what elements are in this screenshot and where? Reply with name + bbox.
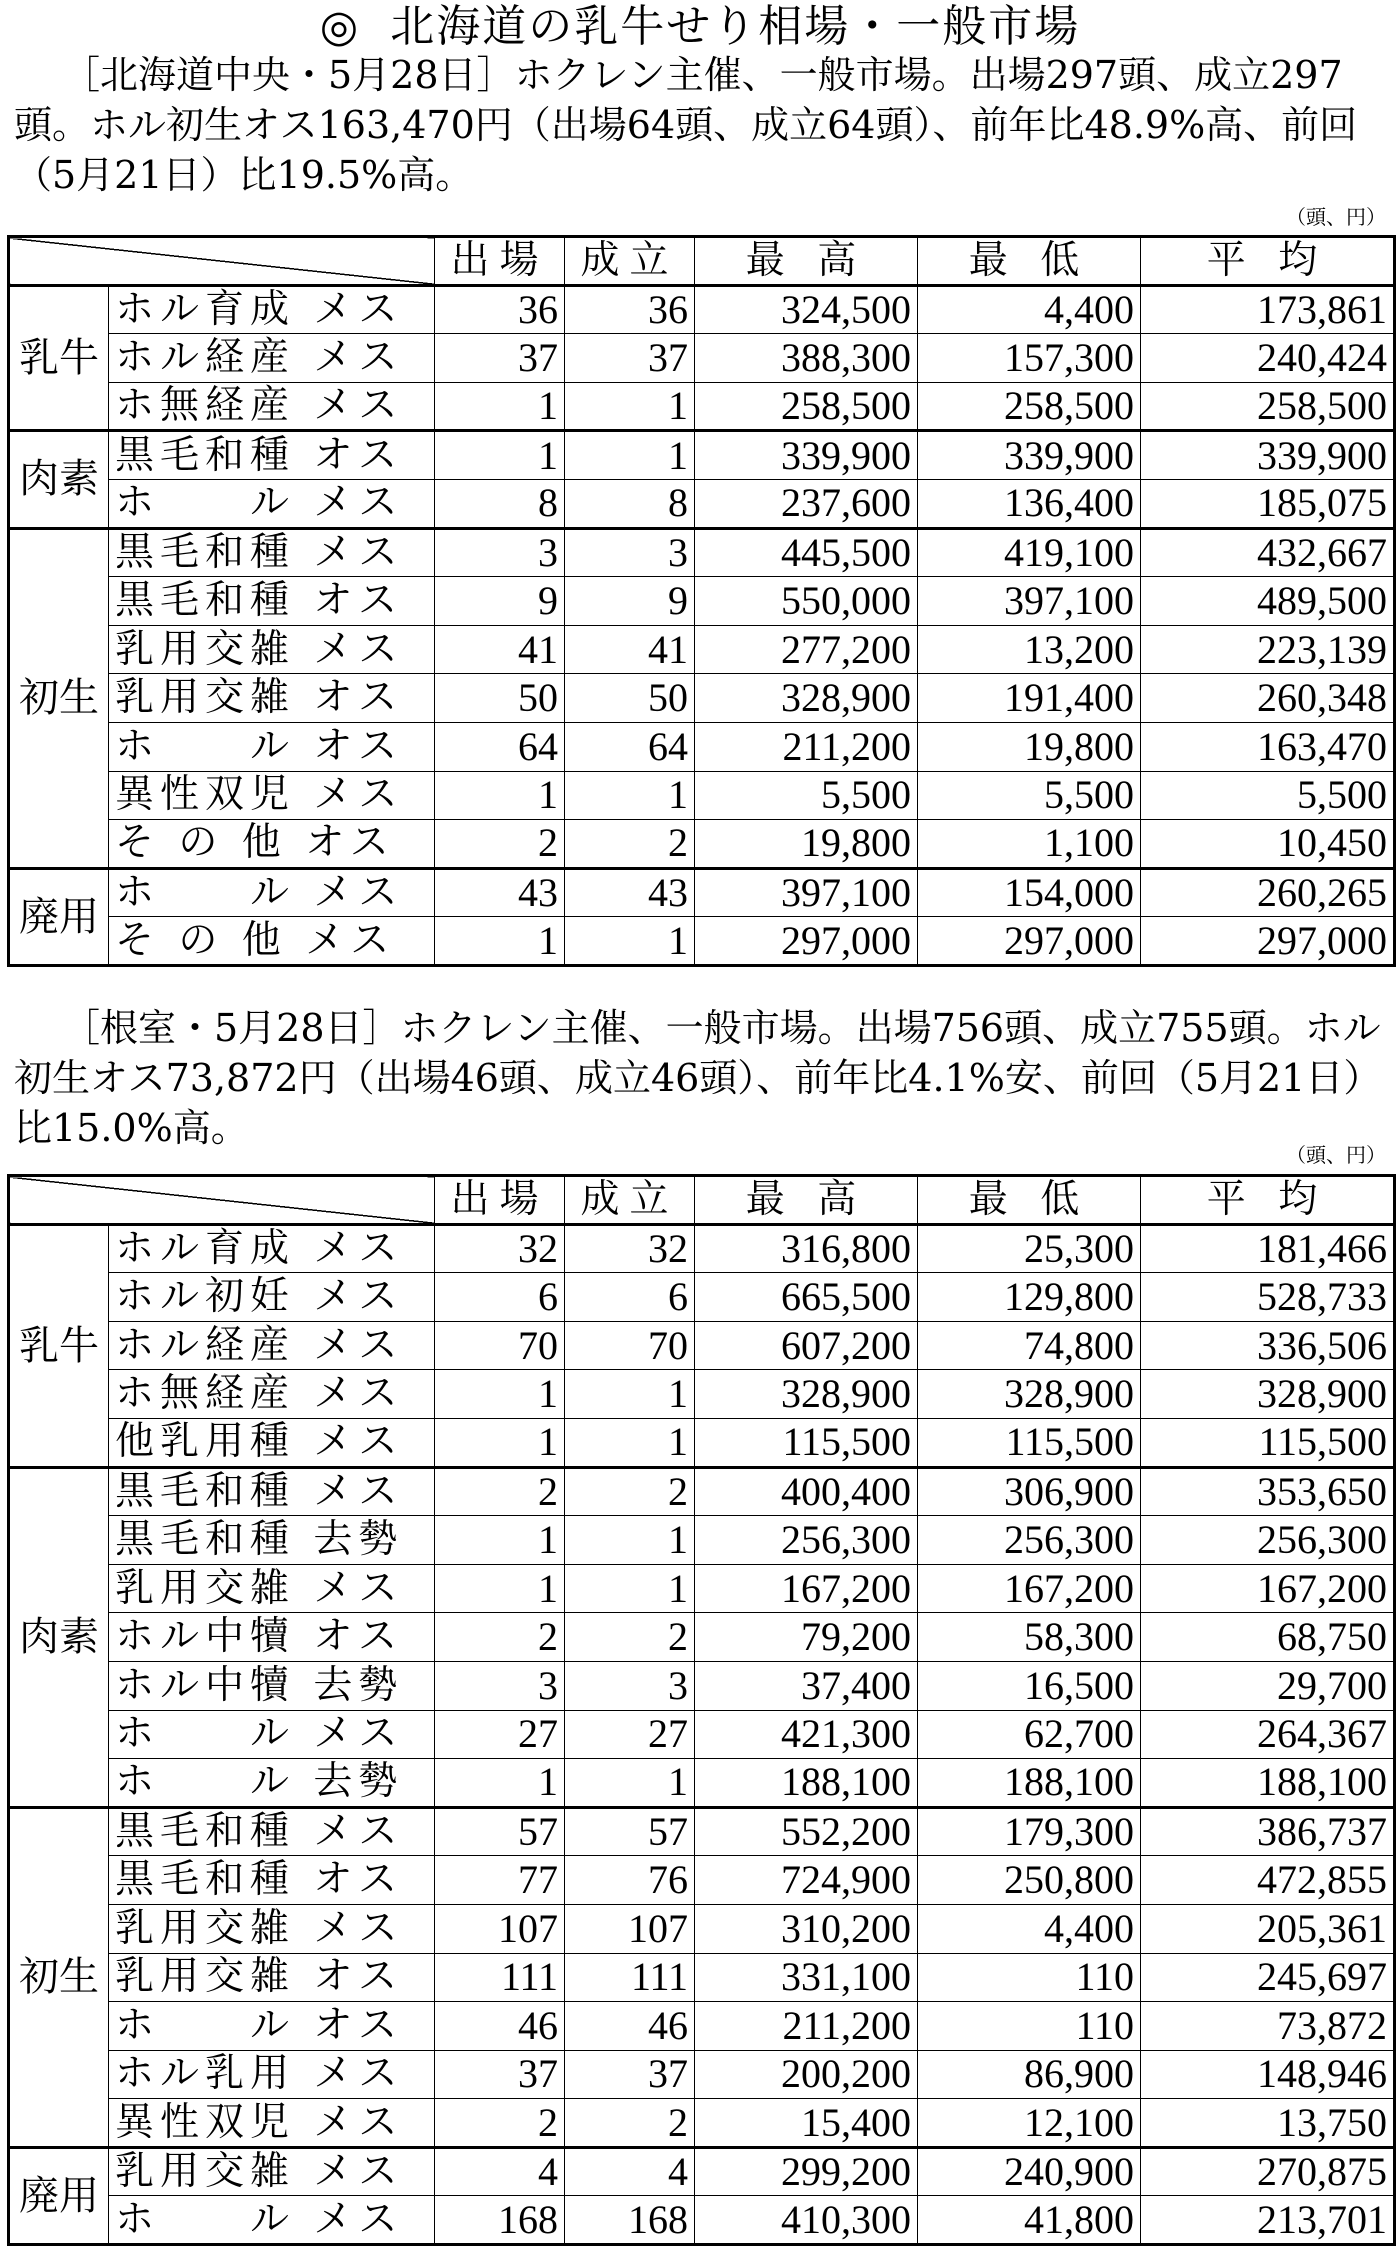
max-price-cell: 211,200 xyxy=(695,722,918,771)
min-price-cell: 167,200 xyxy=(918,1564,1141,1613)
avg-price-cell: 13,750 xyxy=(1141,2099,1395,2148)
max-price-cell: 607,200 xyxy=(695,1321,918,1370)
cattle-type-cell: ホル中犢 オス xyxy=(109,1613,435,1662)
table-row xyxy=(9,1759,1395,1808)
sold-count-cell: 76 xyxy=(565,1856,695,1905)
min-price-cell: 12,100 xyxy=(918,2099,1141,2148)
table-row xyxy=(9,1224,1395,1273)
avg-price-cell: 205,361 xyxy=(1141,1904,1395,1953)
cattle-type-cell: ホル乳用 メス xyxy=(109,2050,435,2099)
sold-count-cell: 37 xyxy=(565,2050,695,2099)
table-header-row xyxy=(9,237,1395,286)
sold-count-cell: 8 xyxy=(565,479,695,528)
min-price-cell: 16,500 xyxy=(918,1661,1141,1710)
table-row xyxy=(9,479,1395,528)
max-price-cell: 410,300 xyxy=(695,2196,918,2245)
avg-price-cell: 353,650 xyxy=(1141,1467,1395,1516)
head-count-cell: 27 xyxy=(435,1710,565,1759)
min-price-cell: 188,100 xyxy=(918,1759,1141,1808)
cattle-type-cell: 乳用交雑 メス xyxy=(109,625,435,674)
avg-price-cell: 29,700 xyxy=(1141,1661,1395,1710)
unit-note: （頭、円） xyxy=(1286,1143,1386,1167)
cattle-type-cell: 黒毛和種 メス xyxy=(109,528,435,577)
max-price-cell: 211,200 xyxy=(695,2002,918,2051)
max-price-cell: 310,200 xyxy=(695,1904,918,1953)
avg-price-cell: 173,861 xyxy=(1141,285,1395,334)
avg-price-cell: 256,300 xyxy=(1141,1516,1395,1565)
min-price-cell: 110 xyxy=(918,1953,1141,2002)
sold-count-cell: 27 xyxy=(565,1710,695,1759)
avg-price-cell: 264,367 xyxy=(1141,1710,1395,1759)
page-title xyxy=(0,2,1400,52)
category-group-label: 肉素 xyxy=(9,431,109,528)
sold-count-cell: 1 xyxy=(565,1759,695,1808)
head-count-cell: 43 xyxy=(435,868,565,917)
sold-count-cell: 6 xyxy=(565,1273,695,1322)
header-corner xyxy=(9,237,435,286)
category-group-label: 初生 xyxy=(9,528,109,868)
table-row xyxy=(9,722,1395,771)
sold-count-cell: 1 xyxy=(565,382,695,431)
head-count-cell: 36 xyxy=(435,285,565,334)
sold-count-cell: 41 xyxy=(565,625,695,674)
max-price-cell: 167,200 xyxy=(695,1564,918,1613)
max-price-cell: 388,300 xyxy=(695,334,918,383)
sold-count-cell: 64 xyxy=(565,722,695,771)
avg-price-cell: 10,450 xyxy=(1141,820,1395,869)
min-price-cell: 5,500 xyxy=(918,771,1141,820)
avg-price-cell: 260,348 xyxy=(1141,674,1395,723)
avg-price-cell: 73,872 xyxy=(1141,2002,1395,2051)
sold-count-cell: 111 xyxy=(565,1953,695,2002)
avg-price-cell: 213,701 xyxy=(1141,2196,1395,2245)
min-price-cell: 1,100 xyxy=(918,820,1141,869)
sold-count-cell: 1 xyxy=(565,431,695,480)
category-group-label: 乳牛 xyxy=(9,285,109,431)
cattle-type-cell: ホル育成 メス xyxy=(109,285,435,334)
title-mark: ◎ xyxy=(319,1,361,52)
head-count-cell: 32 xyxy=(435,1224,565,1273)
cattle-type-cell: ホ ル オス xyxy=(109,722,435,771)
head-count-cell: 41 xyxy=(435,625,565,674)
table-row xyxy=(9,2196,1395,2245)
head-count-cell: 1 xyxy=(435,1516,565,1565)
table-row xyxy=(9,1516,1395,1565)
cattle-type-cell: ホ無経産 メス xyxy=(109,382,435,431)
sold-count-cell: 107 xyxy=(565,1904,695,1953)
min-price-cell: 129,800 xyxy=(918,1273,1141,1322)
max-price-cell: 339,900 xyxy=(695,431,918,480)
table-row xyxy=(9,1807,1395,1856)
table-row xyxy=(9,2050,1395,2099)
table-row xyxy=(9,1321,1395,1370)
min-price-cell: 41,800 xyxy=(918,2196,1141,2245)
table-row xyxy=(9,1273,1395,1322)
unit-note: （頭、円） xyxy=(1286,205,1386,229)
cattle-type-cell: ホル経産 メス xyxy=(109,334,435,383)
max-price-cell: 37,400 xyxy=(695,1661,918,1710)
sold-count-cell: 168 xyxy=(565,2196,695,2245)
header-head-count: 出場 xyxy=(435,237,565,286)
market-intro-nemuro: ［根室・5月28日］ホクレン主催、一般市場。出場756頭、成立755頭。ホル初生オス73,872円（出場46頭、成立46頭）、前年比4.1%安、前回（5月21日）比15.0%高。 xyxy=(14,1006,1382,1150)
avg-price-cell: 297,000 xyxy=(1141,917,1395,966)
avg-price-cell: 328,900 xyxy=(1141,1370,1395,1419)
cattle-type-cell: ホ ル オス xyxy=(109,2002,435,2051)
head-count-cell: 1 xyxy=(435,771,565,820)
cattle-type-cell: ホ ル メス xyxy=(109,1710,435,1759)
sold-count-cell: 57 xyxy=(565,1807,695,1856)
cattle-type-cell: 異性双児 メス xyxy=(109,2099,435,2148)
min-price-cell: 58,300 xyxy=(918,1613,1141,1662)
max-price-cell: 328,900 xyxy=(695,1370,918,1419)
header-min-price: 最 低 xyxy=(918,237,1141,286)
min-price-cell: 13,200 xyxy=(918,625,1141,674)
avg-price-cell: 339,900 xyxy=(1141,431,1395,480)
cattle-type-cell: 黒毛和種 オス xyxy=(109,431,435,480)
category-group-label: 初生 xyxy=(9,1807,109,2147)
table-row xyxy=(9,577,1395,626)
min-price-cell: 154,000 xyxy=(918,868,1141,917)
max-price-cell: 665,500 xyxy=(695,1273,918,1322)
sold-count-cell: 1 xyxy=(565,1370,695,1419)
table-row xyxy=(9,1467,1395,1516)
table-row xyxy=(9,771,1395,820)
sold-count-cell: 2 xyxy=(565,1613,695,1662)
sold-count-cell: 46 xyxy=(565,2002,695,2051)
min-price-cell: 115,500 xyxy=(918,1418,1141,1467)
max-price-cell: 550,000 xyxy=(695,577,918,626)
cattle-type-cell: ホ無経産 メス xyxy=(109,1370,435,1419)
sold-count-cell: 2 xyxy=(565,1467,695,1516)
table-row xyxy=(9,2002,1395,2051)
max-price-cell: 258,500 xyxy=(695,382,918,431)
cattle-type-cell: 黒毛和種 去勢 xyxy=(109,1516,435,1565)
max-price-cell: 397,100 xyxy=(695,868,918,917)
min-price-cell: 258,500 xyxy=(918,382,1141,431)
table-row xyxy=(9,868,1395,917)
cattle-type-cell: 乳用交雑 オス xyxy=(109,674,435,723)
max-price-cell: 331,100 xyxy=(695,1953,918,2002)
avg-price-cell: 163,470 xyxy=(1141,722,1395,771)
header-corner xyxy=(9,1176,435,1225)
head-count-cell: 2 xyxy=(435,2099,565,2148)
head-count-cell: 2 xyxy=(435,820,565,869)
category-group-label: 乳牛 xyxy=(9,1224,109,1467)
sold-count-cell: 9 xyxy=(565,577,695,626)
cattle-type-cell: 乳用交雑 オス xyxy=(109,1953,435,2002)
head-count-cell: 46 xyxy=(435,2002,565,2051)
max-price-cell: 5,500 xyxy=(695,771,918,820)
avg-price-cell: 68,750 xyxy=(1141,1613,1395,1662)
category-group-label: 廃用 xyxy=(9,2147,109,2244)
sold-count-cell: 2 xyxy=(565,820,695,869)
avg-price-cell: 181,466 xyxy=(1141,1224,1395,1273)
cattle-type-cell: 黒毛和種 オス xyxy=(109,577,435,626)
header-min-price: 最 低 xyxy=(918,1176,1141,1225)
head-count-cell: 37 xyxy=(435,334,565,383)
table-row xyxy=(9,1613,1395,1662)
max-price-cell: 19,800 xyxy=(695,820,918,869)
sold-count-cell: 1 xyxy=(565,917,695,966)
min-price-cell: 397,100 xyxy=(918,577,1141,626)
sold-count-cell: 36 xyxy=(565,285,695,334)
head-count-cell: 57 xyxy=(435,1807,565,1856)
avg-price-cell: 115,500 xyxy=(1141,1418,1395,1467)
head-count-cell: 168 xyxy=(435,2196,565,2245)
avg-price-cell: 167,200 xyxy=(1141,1564,1395,1613)
min-price-cell: 240,900 xyxy=(918,2147,1141,2196)
cattle-type-cell: ホル経産 メス xyxy=(109,1321,435,1370)
min-price-cell: 86,900 xyxy=(918,2050,1141,2099)
table-row xyxy=(9,917,1395,966)
max-price-cell: 237,600 xyxy=(695,479,918,528)
avg-price-cell: 245,697 xyxy=(1141,1953,1395,2002)
min-price-cell: 4,400 xyxy=(918,285,1141,334)
table-row xyxy=(9,1856,1395,1905)
table-header-row xyxy=(9,1176,1395,1225)
table-row xyxy=(9,528,1395,577)
min-price-cell: 19,800 xyxy=(918,722,1141,771)
sold-count-cell: 3 xyxy=(565,528,695,577)
table-row xyxy=(9,334,1395,383)
table-row xyxy=(9,285,1395,334)
avg-price-cell: 185,075 xyxy=(1141,479,1395,528)
head-count-cell: 107 xyxy=(435,1904,565,1953)
avg-price-cell: 240,424 xyxy=(1141,334,1395,383)
title-text: 北海道の乳牛せり相場・一般市場 xyxy=(390,1,1081,52)
avg-price-cell: 432,667 xyxy=(1141,528,1395,577)
cattle-type-cell: 異性双児 メス xyxy=(109,771,435,820)
head-count-cell: 3 xyxy=(435,528,565,577)
sold-count-cell: 1 xyxy=(565,771,695,820)
min-price-cell: 339,900 xyxy=(918,431,1141,480)
head-count-cell: 2 xyxy=(435,1467,565,1516)
header-sold-count: 成立 xyxy=(565,237,695,286)
min-price-cell: 74,800 xyxy=(918,1321,1141,1370)
category-group-label: 肉素 xyxy=(9,1467,109,1807)
avg-price-cell: 528,733 xyxy=(1141,1273,1395,1322)
table-row xyxy=(9,2099,1395,2148)
cattle-type-cell: 黒毛和種 オス xyxy=(109,1856,435,1905)
max-price-cell: 324,500 xyxy=(695,285,918,334)
avg-price-cell: 223,139 xyxy=(1141,625,1395,674)
avg-price-cell: 260,265 xyxy=(1141,868,1395,917)
max-price-cell: 400,400 xyxy=(695,1467,918,1516)
avg-price-cell: 270,875 xyxy=(1141,2147,1395,2196)
min-price-cell: 25,300 xyxy=(918,1224,1141,1273)
head-count-cell: 70 xyxy=(435,1321,565,1370)
head-count-cell: 1 xyxy=(435,1418,565,1467)
table-row xyxy=(9,382,1395,431)
market-table-nemuro xyxy=(7,1174,1396,2246)
sold-count-cell: 37 xyxy=(565,334,695,383)
max-price-cell: 115,500 xyxy=(695,1418,918,1467)
avg-price-cell: 472,855 xyxy=(1141,1856,1395,1905)
head-count-cell: 77 xyxy=(435,1856,565,1905)
max-price-cell: 421,300 xyxy=(695,1710,918,1759)
head-count-cell: 9 xyxy=(435,577,565,626)
min-price-cell: 157,300 xyxy=(918,334,1141,383)
header-max-price: 最 高 xyxy=(695,237,918,286)
max-price-cell: 724,900 xyxy=(695,1856,918,1905)
cattle-type-cell: そ の 他 オス xyxy=(109,820,435,869)
head-count-cell: 50 xyxy=(435,674,565,723)
max-price-cell: 328,900 xyxy=(695,674,918,723)
min-price-cell: 179,300 xyxy=(918,1807,1141,1856)
sold-count-cell: 2 xyxy=(565,2099,695,2148)
sold-count-cell: 4 xyxy=(565,2147,695,2196)
cattle-type-cell: 黒毛和種 メス xyxy=(109,1807,435,1856)
head-count-cell: 1 xyxy=(435,1759,565,1808)
sold-count-cell: 50 xyxy=(565,674,695,723)
avg-price-cell: 148,946 xyxy=(1141,2050,1395,2099)
cattle-type-cell: ホル育成 メス xyxy=(109,1224,435,1273)
avg-price-cell: 386,737 xyxy=(1141,1807,1395,1856)
head-count-cell: 6 xyxy=(435,1273,565,1322)
table-row xyxy=(9,1661,1395,1710)
head-count-cell: 4 xyxy=(435,2147,565,2196)
head-count-cell: 37 xyxy=(435,2050,565,2099)
table-row xyxy=(9,1370,1395,1419)
max-price-cell: 256,300 xyxy=(695,1516,918,1565)
avg-price-cell: 188,100 xyxy=(1141,1759,1395,1808)
min-price-cell: 250,800 xyxy=(918,1856,1141,1905)
avg-price-cell: 5,500 xyxy=(1141,771,1395,820)
sold-count-cell: 32 xyxy=(565,1224,695,1273)
market-table-hokkaido-chuo xyxy=(7,235,1396,967)
sold-count-cell: 1 xyxy=(565,1516,695,1565)
cattle-type-cell: 乳用交雑 メス xyxy=(109,1904,435,1953)
head-count-cell: 1 xyxy=(435,431,565,480)
header-avg-price: 平 均 xyxy=(1141,1176,1395,1225)
max-price-cell: 297,000 xyxy=(695,917,918,966)
min-price-cell: 136,400 xyxy=(918,479,1141,528)
max-price-cell: 15,400 xyxy=(695,2099,918,2148)
sold-count-cell: 70 xyxy=(565,1321,695,1370)
cattle-type-cell: ホル中犢 去勢 xyxy=(109,1661,435,1710)
max-price-cell: 79,200 xyxy=(695,1613,918,1662)
cattle-type-cell: 黒毛和種 メス xyxy=(109,1467,435,1516)
header-avg-price: 平 均 xyxy=(1141,237,1395,286)
max-price-cell: 277,200 xyxy=(695,625,918,674)
min-price-cell: 306,900 xyxy=(918,1467,1141,1516)
category-group-label: 廃用 xyxy=(9,868,109,965)
header-sold-count: 成立 xyxy=(565,1176,695,1225)
avg-price-cell: 489,500 xyxy=(1141,577,1395,626)
min-price-cell: 4,400 xyxy=(918,1904,1141,1953)
cattle-type-cell: ホ ル メス xyxy=(109,2196,435,2245)
table-row xyxy=(9,1953,1395,2002)
max-price-cell: 188,100 xyxy=(695,1759,918,1808)
max-price-cell: 316,800 xyxy=(695,1224,918,1273)
table-row xyxy=(9,674,1395,723)
cattle-type-cell: ホ ル 去勢 xyxy=(109,1759,435,1808)
head-count-cell: 1 xyxy=(435,1370,565,1419)
max-price-cell: 552,200 xyxy=(695,1807,918,1856)
table-row xyxy=(9,1418,1395,1467)
min-price-cell: 62,700 xyxy=(918,1710,1141,1759)
cattle-type-cell: 乳用交雑 メス xyxy=(109,1564,435,1613)
head-count-cell: 3 xyxy=(435,1661,565,1710)
table-row xyxy=(9,1904,1395,1953)
header-max-price: 最 高 xyxy=(695,1176,918,1225)
cattle-type-cell: ホ ル メス xyxy=(109,479,435,528)
sold-count-cell: 43 xyxy=(565,868,695,917)
table-row xyxy=(9,1710,1395,1759)
min-price-cell: 328,900 xyxy=(918,1370,1141,1419)
head-count-cell: 1 xyxy=(435,917,565,966)
head-count-cell: 1 xyxy=(435,1564,565,1613)
header-head-count: 出場 xyxy=(435,1176,565,1225)
cattle-type-cell: ホル初妊 メス xyxy=(109,1273,435,1322)
cattle-type-cell: 他乳用種 メス xyxy=(109,1418,435,1467)
avg-price-cell: 336,506 xyxy=(1141,1321,1395,1370)
min-price-cell: 256,300 xyxy=(918,1516,1141,1565)
max-price-cell: 445,500 xyxy=(695,528,918,577)
head-count-cell: 111 xyxy=(435,1953,565,2002)
cattle-type-cell: 乳用交雑 メス xyxy=(109,2147,435,2196)
table-row xyxy=(9,2147,1395,2196)
min-price-cell: 191,400 xyxy=(918,674,1141,723)
max-price-cell: 200,200 xyxy=(695,2050,918,2099)
head-count-cell: 1 xyxy=(435,382,565,431)
head-count-cell: 8 xyxy=(435,479,565,528)
max-price-cell: 299,200 xyxy=(695,2147,918,2196)
cattle-type-cell: そ の 他 メス xyxy=(109,917,435,966)
head-count-cell: 2 xyxy=(435,1613,565,1662)
head-count-cell: 64 xyxy=(435,722,565,771)
table-row xyxy=(9,431,1395,480)
avg-price-cell: 258,500 xyxy=(1141,382,1395,431)
min-price-cell: 110 xyxy=(918,2002,1141,2051)
market-intro-hokkaido-chuo: ［北海道中央・5月28日］ホクレン主催、一般市場。出場297頭、成立297頭。ホル初生オス163,470円（出場64頭、成立64頭）、前年比48.9%高、前回（5月21日）比19.5%高。 xyxy=(14,53,1358,197)
min-price-cell: 297,000 xyxy=(918,917,1141,966)
sold-count-cell: 1 xyxy=(565,1564,695,1613)
sold-count-cell: 1 xyxy=(565,1418,695,1467)
table-row xyxy=(9,820,1395,869)
sold-count-cell: 3 xyxy=(565,1661,695,1710)
cattle-type-cell: ホ ル メス xyxy=(109,868,435,917)
table-row xyxy=(9,625,1395,674)
table-row xyxy=(9,1564,1395,1613)
min-price-cell: 419,100 xyxy=(918,528,1141,577)
